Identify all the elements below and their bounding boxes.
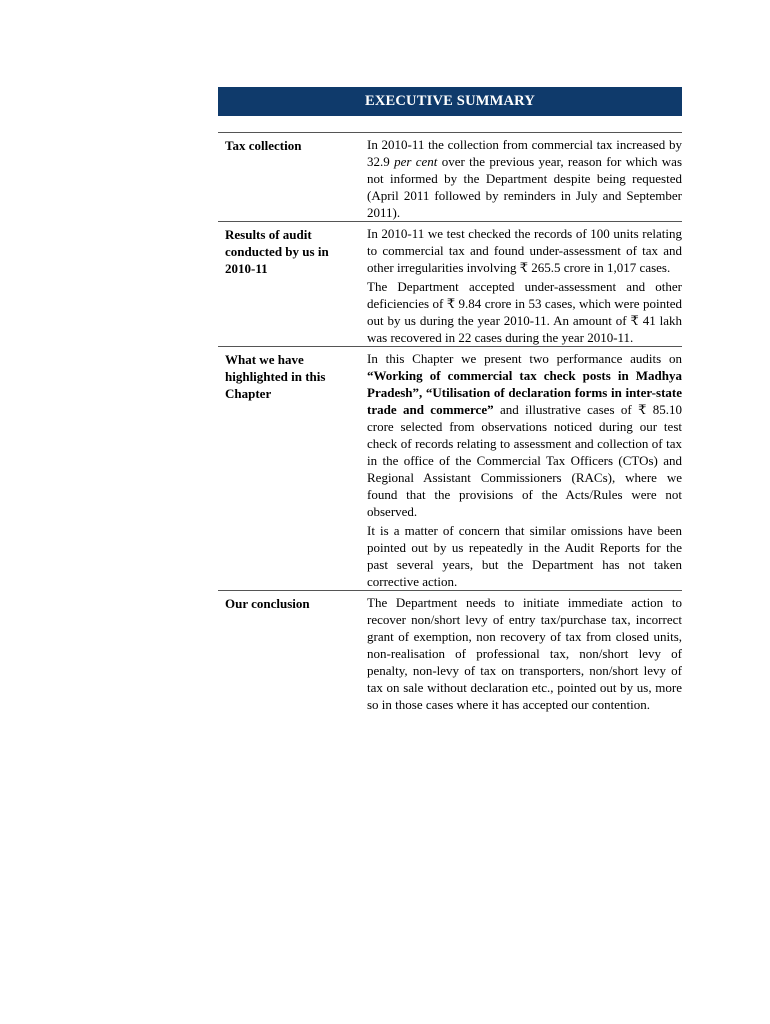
summary-row (218, 221, 682, 346)
text-run: over the previous year, reason for which was not informed by the Department despite being requested (April 2011 followed by reminders in July and September 2011). (367, 154, 683, 220)
row-heading: Results of audit conducted by us in 2010-11 (225, 227, 329, 276)
bold-text: “Working of commercial tax check posts in Madhya Pradesh”, “Utilisation of declaration forms in inter-state trade and commerce” (367, 368, 682, 417)
text-run: In this Chapter we present two performance audits on (367, 351, 682, 366)
paragraph (367, 350, 682, 520)
text-run: In 2010-11 the collection from commercial tax increased by 32.9 (367, 137, 682, 169)
executive-summary-page (218, 87, 682, 713)
row-heading: Our conclusion (225, 596, 310, 611)
row-heading: Tax collection (225, 138, 302, 153)
text-run: In 2010-11 we test checked the records of 100 units relating to commercial tax and found under-assessment of tax and other irregularities involving ₹ 265.5 crore in 1,017 cases. (367, 226, 682, 275)
row-content (361, 350, 682, 590)
row-content (361, 594, 682, 713)
summary-row (218, 346, 682, 590)
paragraph (367, 225, 682, 276)
text-run: It is a matter of concern that similar omissions have been pointed out by us repeatedly in the Audit Reports for the past several years, but the Department has not taken corrective action. (367, 523, 682, 589)
summary-row (218, 590, 682, 713)
text-run: and illustrative cases of ₹ 85.10 crore selected from observations noticed during our test check of records relating to assessment and collection of tax in the office of the Commercial Tax Officers (CTOs) and Regional Assistant Commissioners (RACs), where we found that the provisions of the Acts/Rules were not observed. (367, 402, 682, 519)
text-run: The Department needs to initiate immediate action to recover non/short levy of entry tax/purchase tax, incorrect grant of exemption, non recovery of tax from closed units, non-realisation of professional tax, non/short levy of penalty, non-levy of tax on transporters, non/short levy of tax on sale without declaration etc., pointed out by us, more so in those cases where it has accepted our contention. (367, 595, 682, 712)
paragraph (367, 522, 682, 590)
summary-table (218, 132, 682, 713)
page-title: EXECUTIVE SUMMARY (218, 87, 682, 116)
paragraph (367, 594, 682, 713)
row-content (361, 136, 682, 221)
italic-text: per cent (394, 154, 438, 169)
paragraph (367, 278, 682, 346)
row-heading: What we have highlighted in this Chapter (225, 352, 326, 401)
text-run: The Department accepted under-assessment and other deficiencies of ₹ 9.84 crore in 53 cases, which were pointed out by us during the year 2010-11. An amount of ₹ 41 lakh was recovered in 22 cases during the year 2010-11. (367, 279, 682, 345)
row-content (361, 225, 682, 346)
paragraph (367, 136, 682, 221)
summary-row (218, 132, 682, 221)
